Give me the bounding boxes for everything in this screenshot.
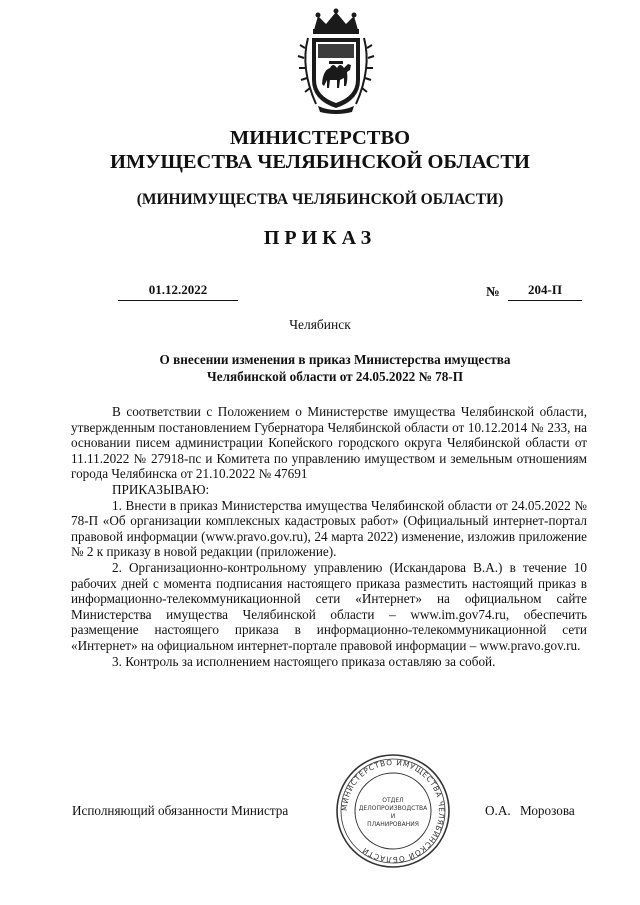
signer-name: О.А. Морозова	[485, 803, 575, 818]
order-word: ПРИКАЗЫВАЮ:	[112, 481, 210, 497]
document-type: ПРИКАЗ	[263, 227, 377, 249]
stamp-line-1: ОТДЕЛ	[382, 797, 404, 804]
stamp-line-3: И	[390, 813, 396, 820]
signer-position: Исполняющий обязанности Министра	[72, 803, 289, 818]
document-subject	[70, 351, 600, 385]
order-item-2: 2. Организационно-контрольному управлению (Искандарова В.А.) в течение 10 рабочих дней с момента подписания настоящего приказа разместить настоящий приказ в информационно-телекоммуникационной сети «Интернет» на официальном сайте Министерства имущества Челябинской области – www.im.gov74.ru, обеспечить размещение настоящего приказа в информационно-телекоммуникационной сети «Интернет» на официальном интернет-портале правовой информации – www.pravo.gov.ru.	[71, 559, 587, 653]
document-date: 01.12.2022	[118, 282, 238, 301]
document-number-label: №	[486, 284, 500, 299]
order-item-3: 3. Контроль за исполнением настоящего приказа оставляю за собой.	[112, 653, 496, 669]
crown-icon	[313, 9, 359, 35]
document-city: Челябинск	[289, 317, 351, 332]
order-item-1: 1. Внести в приказ Министерства имущества Челябинской области от 24.05.2022 № 78-П «Об организации комплексных кадастровых работ» (Официальный интернет-портал правовой информации (www.pravo.gov.ru), 24 марта 2022) изменение, изложив приложение № 2 к приказу в новой редакции (приложение).	[71, 497, 587, 560]
ministry-short-name: (МИНИМУЩЕСТВА ЧЕЛЯБИНСКОЙ ОБЛАСТИ)	[136, 191, 504, 208]
document-number: 204-П	[508, 282, 582, 301]
ministry-title-line2: ИМУЩЕСТВА ЧЕЛЯБИНСКОЙ ОБЛАСТИ	[110, 151, 530, 173]
subject-line1: О внесении изменения в приказ Министерства имущества	[159, 352, 511, 367]
document-body	[71, 404, 587, 669]
preamble-paragraph: В соответствии с Положением о Министерстве имущества Челябинской области, утвержденным постановлением Губернатора Челябинской области от 10.12.2014 № 233, на основании писем администрации Копейского городского округа Челябинской области от 11.11.2022 № 27918-пс и Комитета по управлению имуществом и земельным отношениям города Челябинска от 21.10.2022 № 47691	[71, 404, 587, 482]
ministry-title-line1: МИНИСТЕРСТВО	[229, 127, 411, 149]
official-stamp	[334, 752, 452, 870]
ministry-title	[0, 126, 640, 174]
stamp-line-4: ПЛАНИРОВАНИЯ	[367, 821, 419, 828]
coat-of-arms-emblem	[296, 8, 376, 114]
subject-line2: Челябинской области от 24.05.2022 № 78-П	[207, 369, 463, 384]
stamp-ring-text: МИНИСТЕРСТВО ИМУЩЕСТВА ЧЕЛЯБИНСКОЙ ОБЛАСТИ	[339, 757, 447, 865]
stamp-line-2: ДЕЛОПРОИЗВОДСТВА	[358, 805, 428, 812]
